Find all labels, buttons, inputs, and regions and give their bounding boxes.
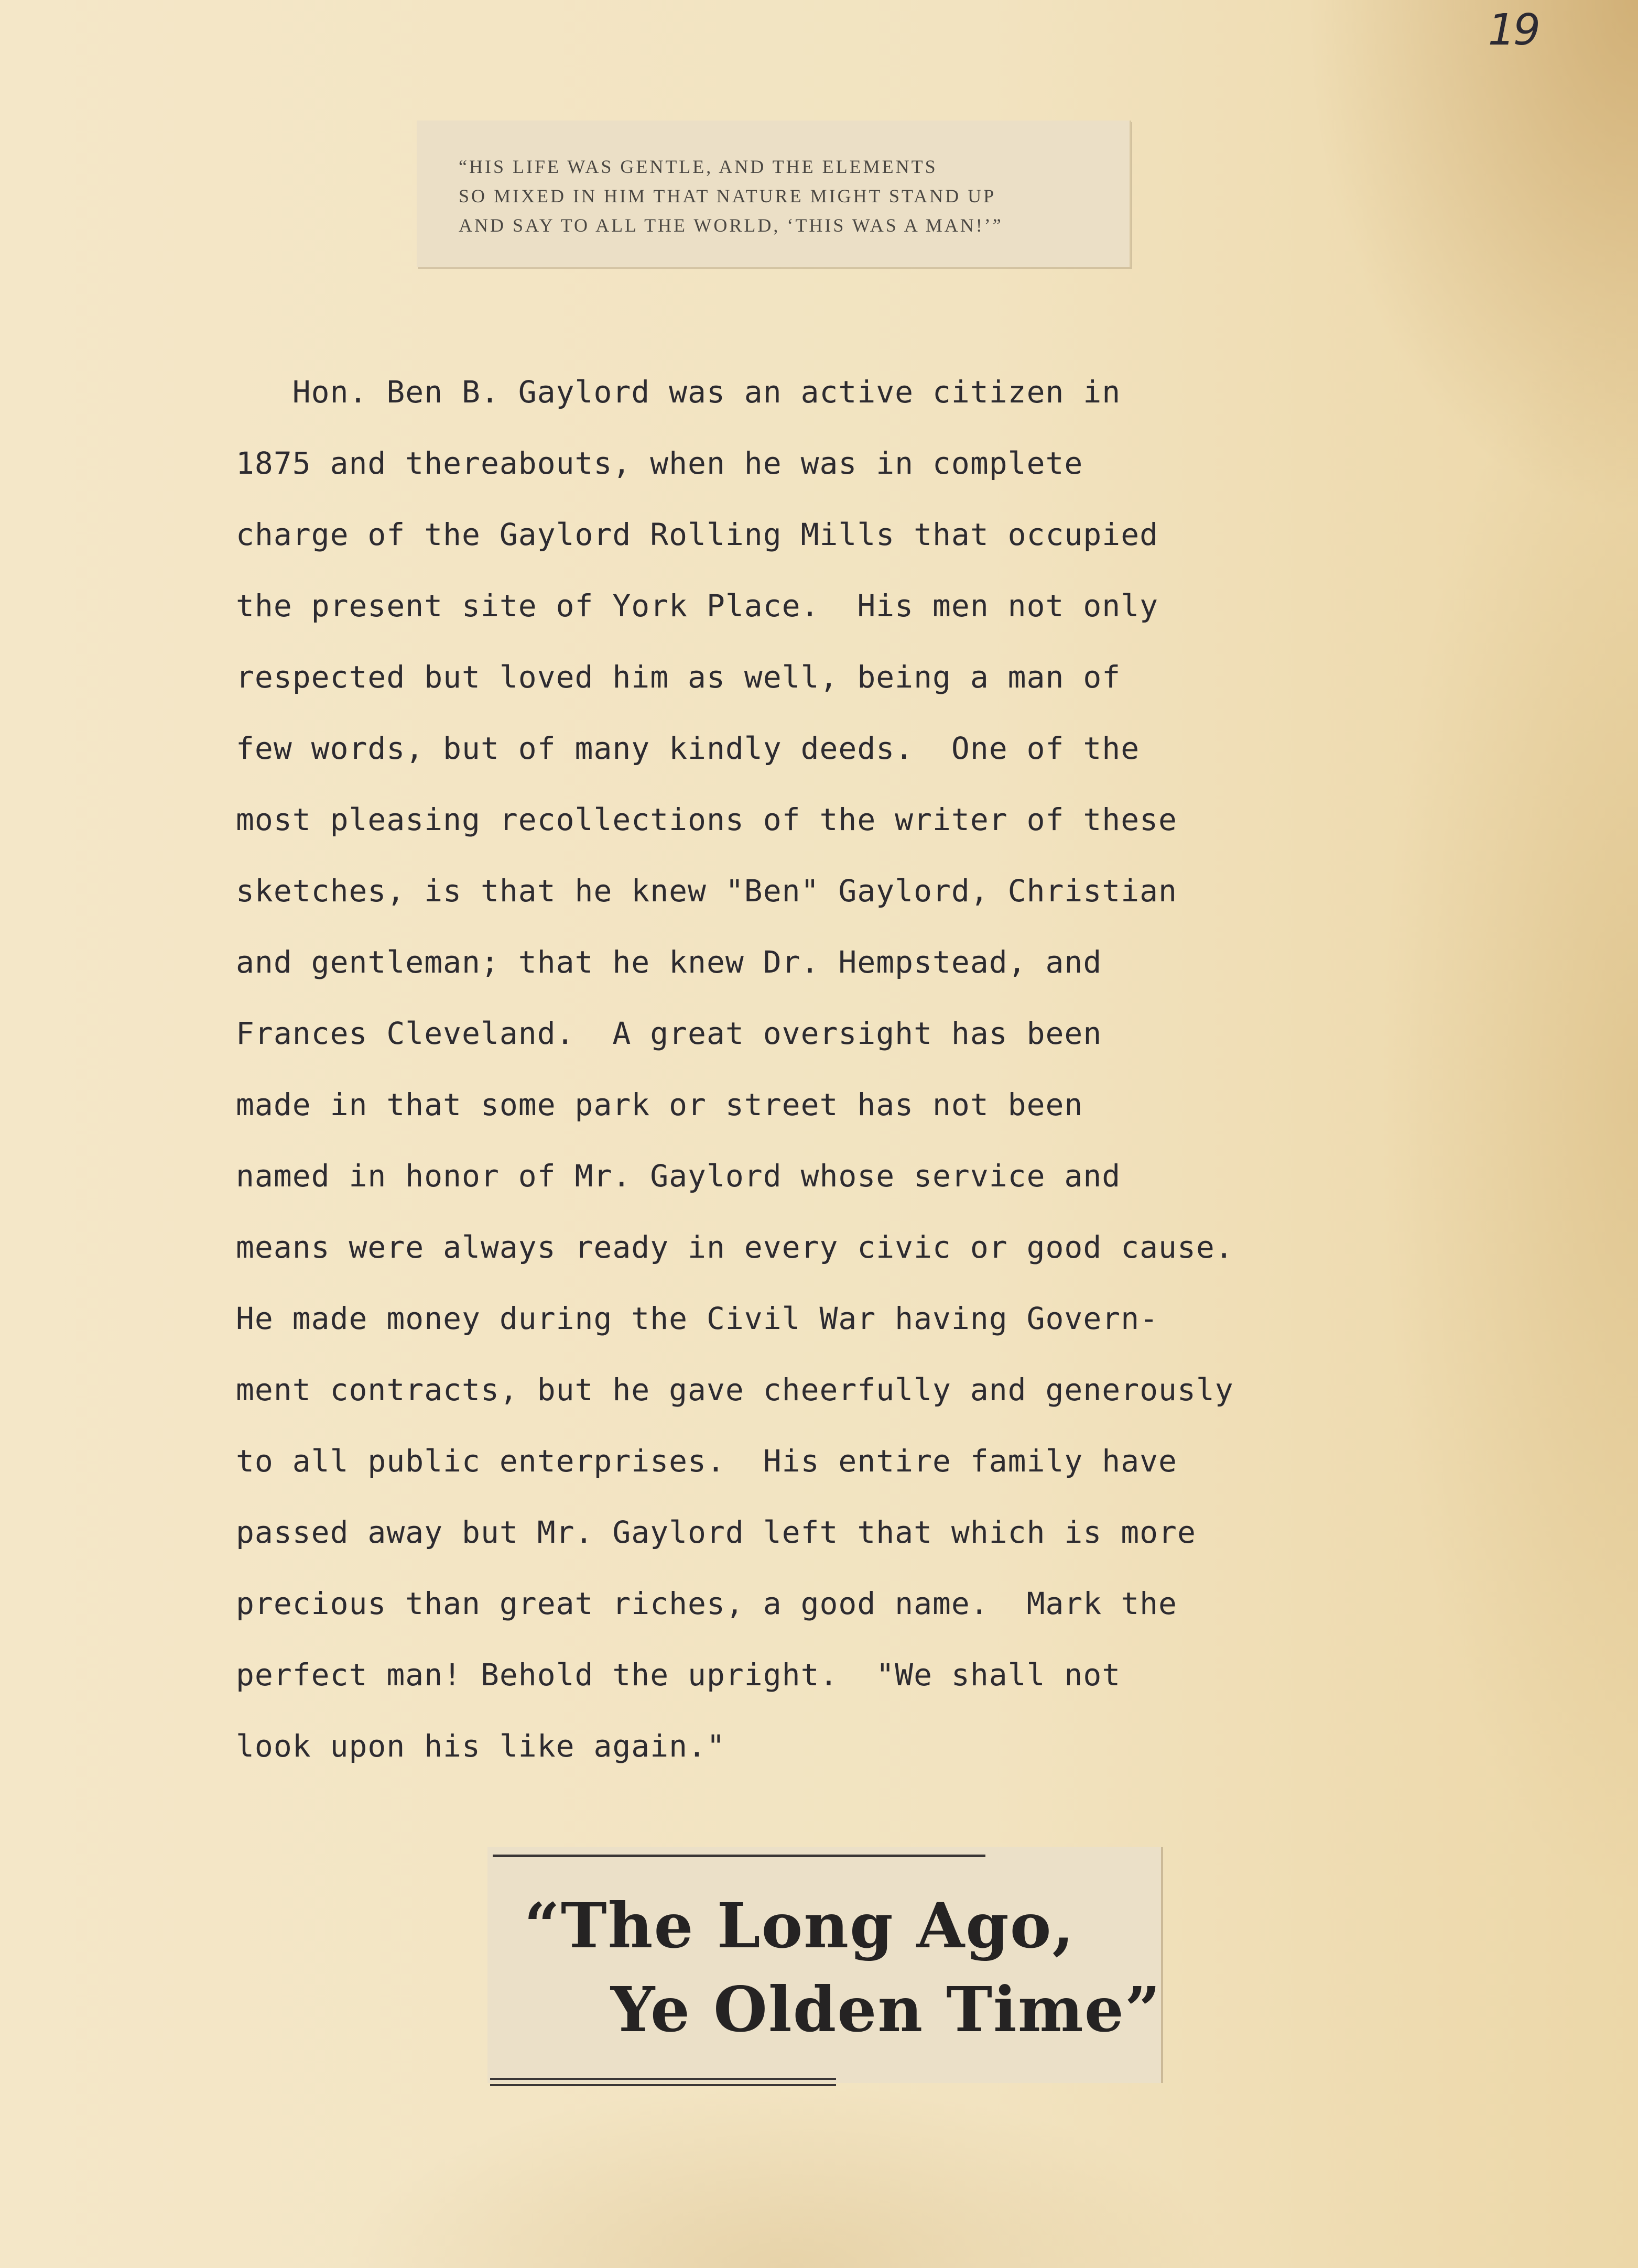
quote-line: “HIS LIFE WAS GENTLE, AND THE ELEMENTS <box>459 156 938 177</box>
quote-line: AND SAY TO ALL THE WORLD, ‘THIS WAS A MAN!’” <box>459 215 1003 236</box>
body-line: the present site of York Place. His men not only <box>236 588 1159 624</box>
quote-line: SO MIXED IN HIM THAT NATURE MIGHT STAND UP <box>459 186 996 206</box>
title-clipping <box>487 1847 1163 2083</box>
clipping-title-line: Ye Olden Time” <box>611 1973 1162 2046</box>
body-line: most pleasing recollections of the writer of these <box>236 802 1177 837</box>
rule-divider <box>490 2084 836 2086</box>
epigraph-quote <box>459 152 1119 240</box>
typewritten-body <box>236 356 1389 1782</box>
body-line: made in that some park or street has not been <box>236 1087 1083 1122</box>
quote-clipping <box>417 121 1131 267</box>
rule-divider <box>490 2078 836 2080</box>
body-line: charge of the Gaylord Rolling Mills that occupied <box>236 517 1159 552</box>
body-line: look upon his like again." <box>236 1728 725 1764</box>
body-line: few words, but of many kindly deeds. One of the <box>236 730 1140 766</box>
body-line: He made money during the Civil War having Govern- <box>236 1301 1159 1336</box>
body-line: passed away but Mr. Gaylord left that which is more <box>236 1514 1196 1550</box>
clipping-title-line: “The Long Ago, <box>524 1889 1075 1962</box>
body-line: Hon. Ben B. Gaylord was an active citizen in <box>236 374 1121 410</box>
body-line: ment contracts, but he gave cheerfully and generously <box>236 1372 1234 1408</box>
page-number: 19 <box>1488 5 1538 55</box>
body-line: sketches, is that he knew "Ben" Gaylord, Christian <box>236 873 1177 909</box>
body-line: and gentleman; that he knew Dr. Hempstead, and <box>236 944 1102 980</box>
body-line: respected but loved him as well, being a man of <box>236 659 1121 695</box>
body-line: 1875 and thereabouts, when he was in complete <box>236 445 1083 481</box>
body-line: Frances Cleveland. A great oversight has been <box>236 1016 1102 1051</box>
body-line: perfect man! Behold the upright. "We shall not <box>236 1657 1121 1693</box>
rule-divider <box>493 1855 985 1857</box>
body-line: named in honor of Mr. Gaylord whose service and <box>236 1158 1121 1194</box>
body-line: to all public enterprises. His entire family have <box>236 1443 1177 1479</box>
body-line: means were always ready in every civic or good cause. <box>236 1229 1234 1265</box>
body-line: precious than great riches, a good name. Mark the <box>236 1586 1177 1621</box>
